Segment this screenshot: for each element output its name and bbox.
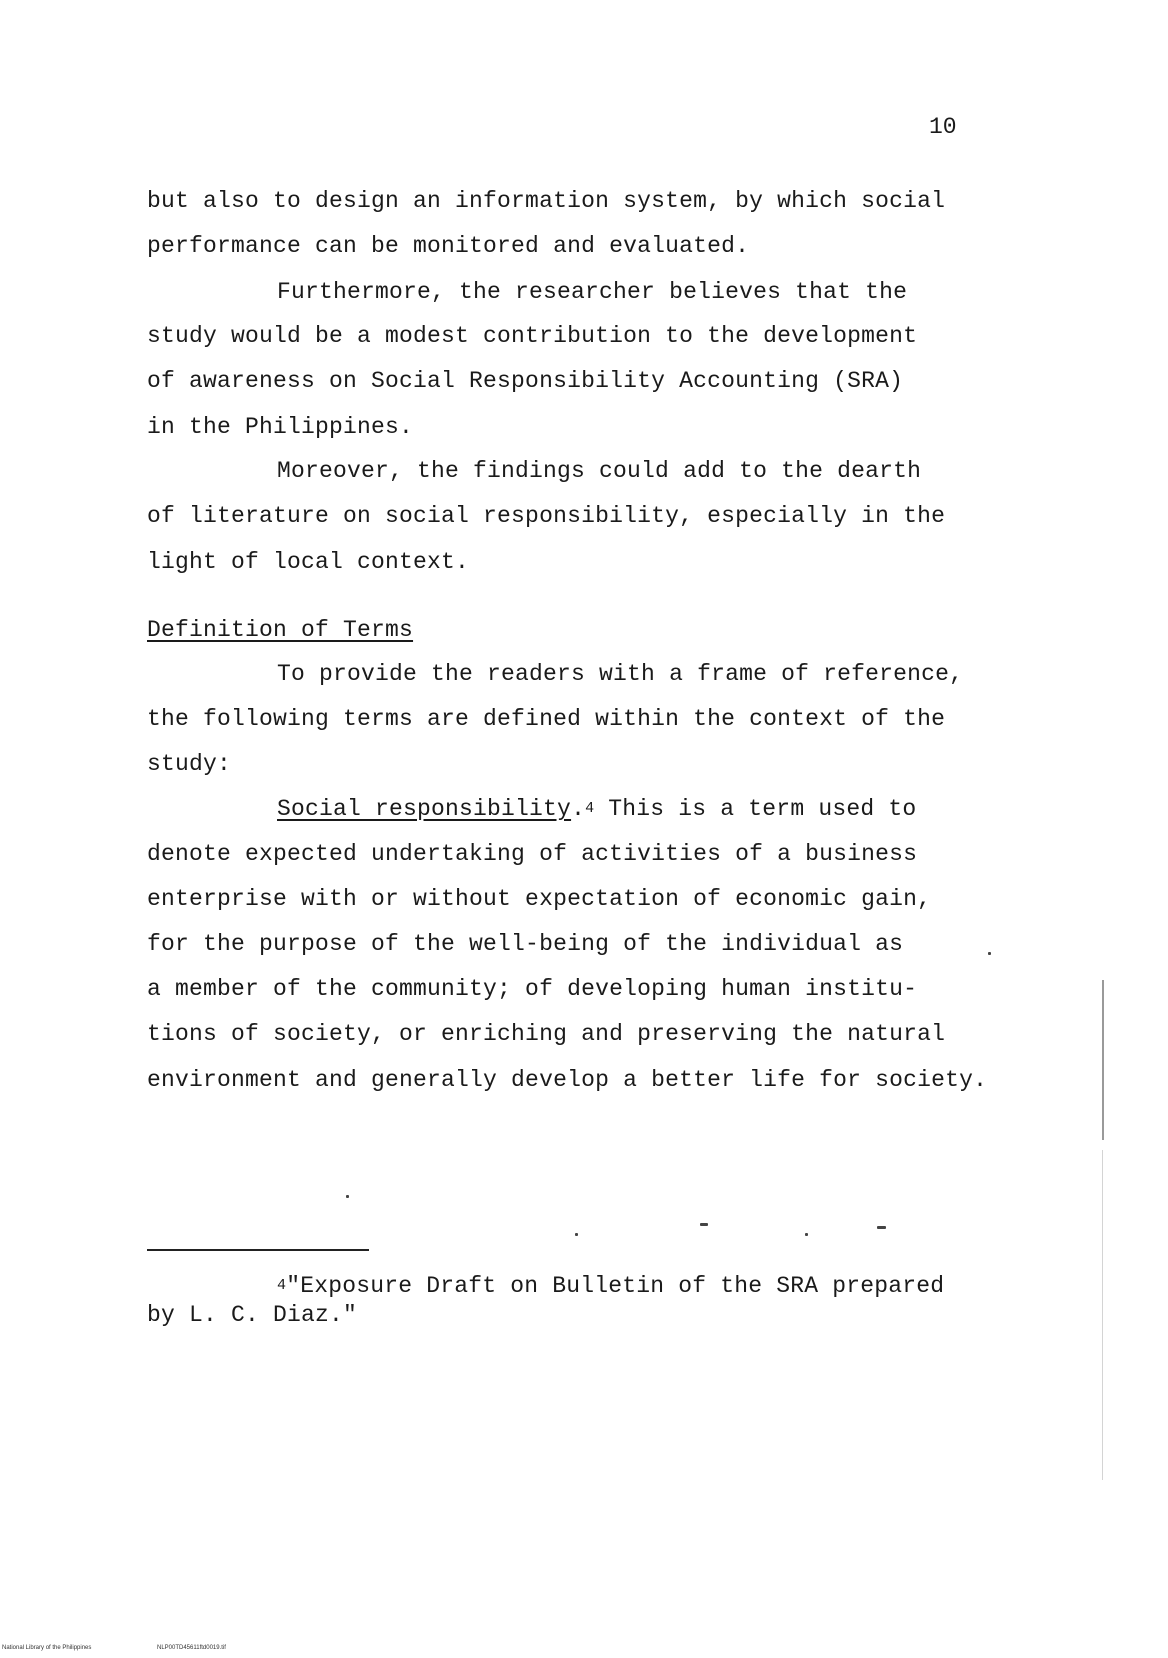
term-period: .	[571, 796, 586, 822]
scan-speck	[700, 1223, 708, 1226]
scan-edge-mark	[1102, 1150, 1103, 1480]
footnote-reference: 4	[585, 800, 595, 817]
footnote-line: by L. C. Diaz."	[147, 1302, 358, 1328]
text-line: denote expected undertaking of activities of a business	[147, 841, 918, 867]
text-line: of literature on social responsibility, especially in the	[147, 503, 946, 529]
page-number: 10	[929, 114, 957, 140]
scan-speck	[877, 1226, 886, 1229]
text-line: study:	[147, 751, 232, 777]
text-line: in the Philippines.	[147, 414, 414, 440]
text-line: enterprise with or without expectation of economic gain,	[147, 886, 932, 912]
text-line: study would be a modest contribution to the development	[147, 323, 918, 349]
footer-filename: NLP00TD45611ftd0019.tif	[157, 1645, 226, 1651]
text-line: a member of the community; of developing human institu-	[147, 976, 918, 1002]
footnote-number: 4	[277, 1277, 287, 1294]
scan-speck	[575, 1233, 578, 1236]
paragraph-start: Furthermore, the researcher believes that the	[277, 279, 908, 305]
term-definition-line	[277, 795, 916, 823]
paragraph-start: To provide the readers with a frame of reference,	[277, 661, 964, 687]
footer-library: National Library of the Philippines	[2, 1645, 92, 1651]
text-line: of awareness on Social Responsibility Accounting (SRA)	[147, 368, 904, 394]
paragraph-start: Moreover, the findings could add to the dearth	[277, 458, 922, 484]
text-line: light of local context.	[147, 549, 470, 575]
text-line: the following terms are defined within the context of the	[147, 706, 946, 732]
footnote-line	[277, 1272, 944, 1300]
text-line: environment and generally develop a better life for society.	[147, 1067, 988, 1093]
footnote-text: "Exposure Draft on Bulletin of the SRA prepared	[286, 1273, 945, 1299]
text-line: performance can be monitored and evaluated.	[147, 233, 750, 259]
scan-speck	[805, 1233, 808, 1236]
text-line: tions of society, or enriching and preserving the natural	[147, 1021, 946, 1047]
scan-speck	[988, 952, 991, 955]
footnote-separator	[147, 1249, 369, 1251]
scan-speck	[346, 1195, 349, 1198]
text-line: for the purpose of the well-being of the individual as	[147, 931, 904, 957]
text-line: but also to design an information system, by which social	[147, 188, 946, 214]
defined-term: Social responsibility	[277, 796, 572, 822]
section-heading: Definition of Terms	[147, 617, 414, 643]
term-definition-text: This is a term used to	[594, 796, 917, 822]
scan-edge-mark	[1102, 980, 1104, 1140]
